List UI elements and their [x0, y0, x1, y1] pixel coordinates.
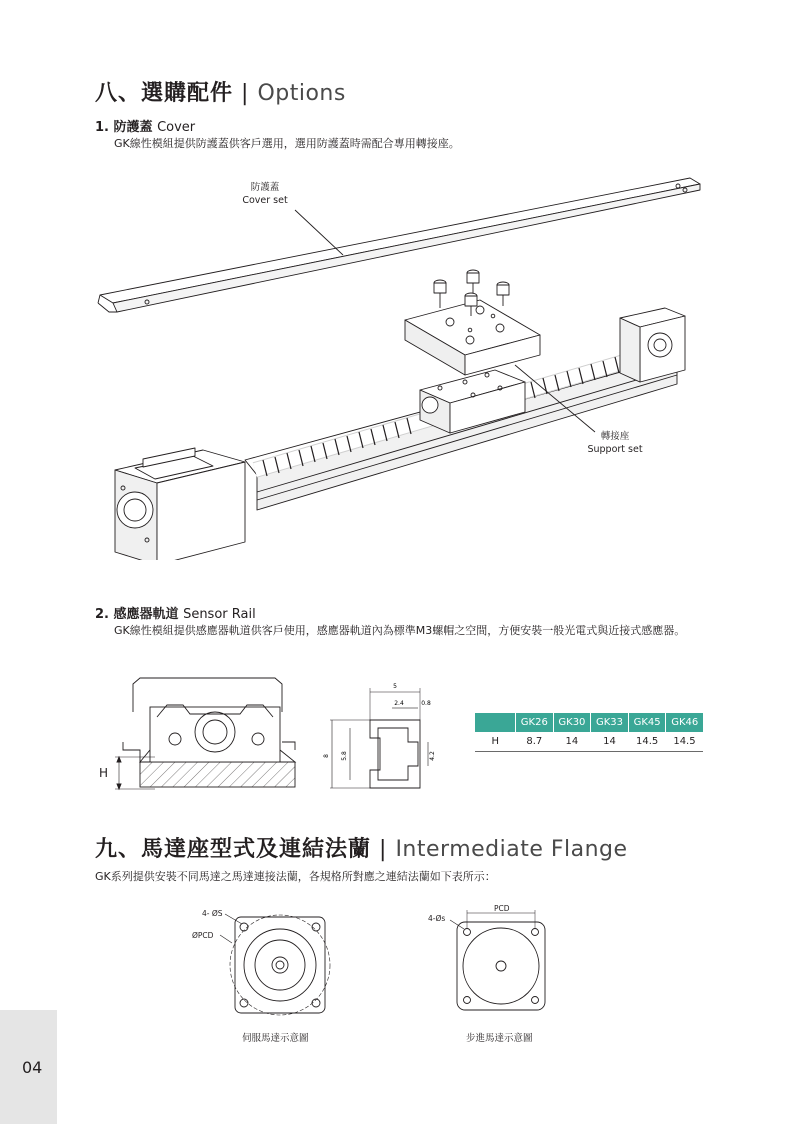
- support-set-label-en: Support set: [587, 444, 643, 455]
- linear-module-illustration: [95, 170, 705, 560]
- h-dimension-label: H: [99, 766, 109, 780]
- stepper-pcd-label: PCD: [494, 904, 510, 913]
- table-header-gk33: GK33: [591, 713, 629, 732]
- sensor-rail-profile-drawing: [320, 680, 440, 795]
- section-9-title-zh: 九、馬達座型式及連結法蘭: [95, 837, 372, 862]
- title-separator: |: [379, 837, 388, 862]
- cover-plate-edge: [113, 184, 700, 312]
- sensor-rail-section-drawing: [95, 672, 305, 797]
- table-cell: 14.5: [628, 732, 666, 752]
- support-set-label: [580, 430, 650, 456]
- table-header-gk30: GK30: [553, 713, 591, 732]
- table-row: [475, 732, 703, 752]
- cover-plate: [100, 178, 700, 303]
- table-row-label: H: [475, 732, 516, 752]
- stepper-holes-label: 4-Øs: [428, 914, 446, 923]
- cover-set-label: [230, 181, 300, 207]
- sensor-heading-en: Sensor Rail: [183, 607, 256, 622]
- servo-holes-label: 4- ØS: [202, 909, 223, 918]
- cover-set-label-en: Cover set: [242, 195, 288, 206]
- support-set: [405, 300, 540, 375]
- page-number-tab: [0, 1010, 57, 1124]
- sensor-heading-num: 2.: [95, 607, 109, 622]
- idle-end-block: [620, 308, 685, 382]
- dim-4-2: 4.2: [429, 751, 436, 761]
- section-9-description: GK系列提供安裝不同馬達之馬達連接法蘭，各規格所對應之連結法蘭如下表所示：: [95, 870, 496, 883]
- page-number: 04: [22, 1058, 43, 1077]
- sensor-heading: [95, 603, 256, 622]
- sensor-heading-zh: 感應器軌道: [113, 607, 179, 622]
- table-cell: 8.7: [516, 732, 554, 752]
- support-set-label-zh: 轉接座: [600, 431, 630, 442]
- table-cell: 14: [591, 732, 629, 752]
- section-8-title: [95, 76, 346, 107]
- sensor-description: GK線性模組提供感應器軌道供客戶使用，感應器軌道內為標準M3螺帽之空間，方便安裝一般光電式與近接式感應器。: [114, 624, 686, 637]
- stepper-caption: 步進馬達示意圖: [466, 1033, 533, 1044]
- section-9-title-en: Intermediate Flange: [395, 837, 628, 862]
- table-cell: 14: [553, 732, 591, 752]
- servo-caption: 伺服馬達示意圖: [242, 1033, 309, 1044]
- title-separator: |: [241, 81, 250, 106]
- servo-pcd-label: ØPCD: [192, 931, 214, 940]
- section-8-title-zh: 八、選購配件: [95, 81, 234, 106]
- dim-0-8: 0.8: [421, 700, 431, 707]
- cover-set-label-zh: 防護蓋: [250, 182, 280, 193]
- table-header-gk45: GK45: [628, 713, 666, 732]
- dim-5-8: 5.8: [341, 751, 348, 761]
- sensor-h-table: [475, 713, 703, 752]
- motor-end-block: [115, 448, 245, 560]
- table-header-gk26: GK26: [516, 713, 554, 732]
- section-8-title-en: Options: [257, 81, 346, 106]
- table-cell: 14.5: [666, 732, 703, 752]
- section-9-title: [95, 832, 628, 863]
- servo-motor-flange-drawing: [190, 905, 340, 1020]
- dim-2-4: 2.4: [394, 700, 404, 707]
- cover-heading-num: 1.: [95, 120, 109, 135]
- cover-description: GK線性模組提供防護蓋供客戶選用，選用防護蓋時需配合專用轉接座。: [114, 137, 460, 150]
- table-header-row: [475, 713, 703, 732]
- table-header-gk46: GK46: [666, 713, 703, 732]
- cover-heading-zh: 防護蓋: [113, 120, 153, 135]
- cover-heading: [95, 116, 195, 135]
- table-header-corner: [475, 713, 516, 732]
- dim-5: 5: [393, 683, 397, 690]
- cover-heading-en: Cover: [157, 120, 196, 135]
- dim-8: 8: [323, 754, 330, 758]
